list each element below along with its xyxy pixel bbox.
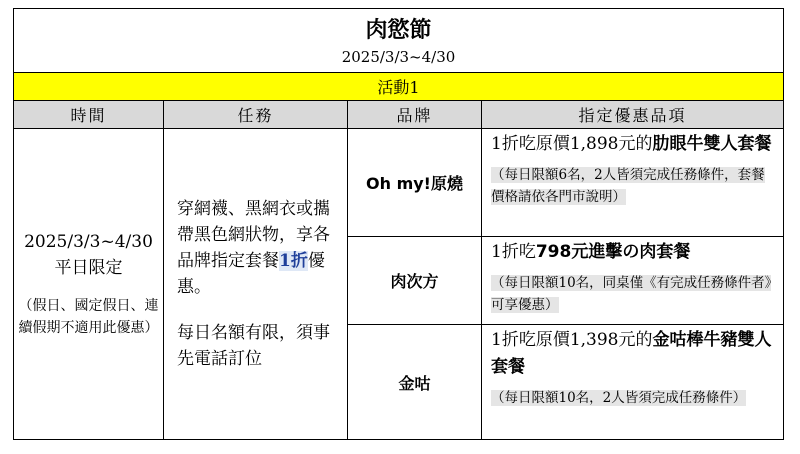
time-label: 平日限定 xyxy=(54,258,123,278)
offer-cell xyxy=(482,325,784,440)
offer-item: 肋眼牛雙人套餐 xyxy=(652,134,772,154)
table-row xyxy=(14,129,784,237)
time-note: （假日、國定假日、連續假期不適用此優惠） xyxy=(18,298,159,336)
time-range: 2025/3/3~4/30 xyxy=(24,232,153,252)
column-header-offer: 指定優惠品項 xyxy=(482,101,784,129)
offer-item: 金咕棒牛豬雙人套餐 xyxy=(491,330,772,377)
date-range: 2025/3/3~4/30 xyxy=(341,47,456,66)
offer-cell xyxy=(482,129,784,237)
column-header-brand: 品牌 xyxy=(348,101,482,129)
offer-cell xyxy=(482,237,784,325)
brand-name: Oh my!原燒 xyxy=(348,129,482,237)
table-header-row xyxy=(14,101,784,129)
promo-table xyxy=(13,8,784,440)
column-header-time: 時間 xyxy=(14,101,164,129)
task-cell xyxy=(164,129,348,440)
brand-name: 金咕 xyxy=(348,325,482,440)
offer-text: 1折吃原價1,398元的 xyxy=(491,330,653,350)
time-cell xyxy=(14,129,164,440)
column-header-task: 任務 xyxy=(164,101,348,129)
offer-fine-print: （每日限額6名，2人皆須完成任務條件，套餐價格請依各門市說明） xyxy=(491,167,765,205)
discount-highlight: 1折 xyxy=(279,251,308,271)
offer-text: 1折吃原價1,898元的 xyxy=(491,134,653,154)
offer-fine-print: （每日限額10名，同桌僅《有完成任務條件者》可享優惠） xyxy=(491,275,772,313)
task-reservation-note: 每日名額有限，須事先電話訂位 xyxy=(177,323,330,369)
offer-text: 1折吃 xyxy=(491,242,536,262)
offer-item: 798元進擊の肉套餐 xyxy=(535,242,691,262)
brand-name: 肉次方 xyxy=(348,237,482,325)
task-text-end: 優惠。 xyxy=(177,251,325,297)
promo-table-wrapper xyxy=(13,8,783,440)
title-cell xyxy=(14,9,784,73)
page-title: 肉慾節 xyxy=(365,17,432,43)
activity-label: 活動1 xyxy=(14,73,784,101)
offer-fine-print: （每日限額10名，2人皆須完成任務條件） xyxy=(491,390,747,406)
task-text: 穿網襪、黑網衣或攜帶黑色網狀物，享各品牌指定套餐 xyxy=(177,199,330,271)
